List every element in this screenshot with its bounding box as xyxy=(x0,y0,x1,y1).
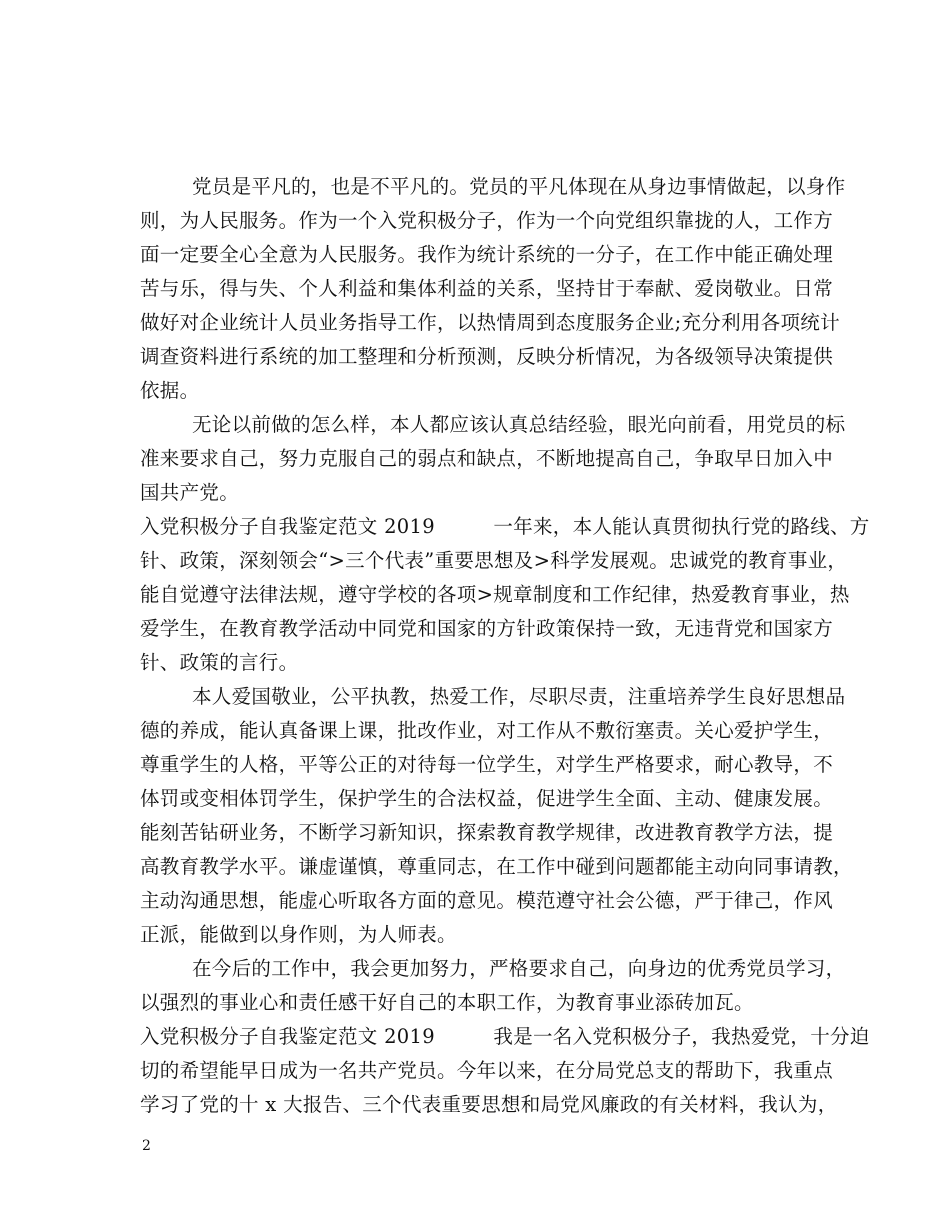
text-line: 针、政策，深刻领会“>三个代表”重要思想及>科学发展观。忠诚党的教育事业， xyxy=(140,549,848,572)
text-line: 针、政策的言行。 xyxy=(140,651,299,674)
text-line: 本人爱国敬业，公平执教，热爱工作，尽职尽责，注重培养学生良好思想品 xyxy=(140,685,846,708)
text-line: 爱学生，在教育教学活动中同党和国家的方针政策保持一致，无违背党和国家方 xyxy=(140,617,834,640)
text-line: 高教育教学水平。谦虚谨慎，尊重同志，在工作中碰到问题都能主动向同事请教， xyxy=(140,855,853,878)
text-line: 能自觉遵守法律法规，遵守学校的各项>规章制度和工作纪律，热爱教育事业，热 xyxy=(140,583,850,606)
text-line: 以强烈的事业心和责任感干好自己的本职工作，为教育事业添砖加瓦。 xyxy=(140,991,754,1014)
section-heading-line: 入党积极分子自我鉴定范文 2019 一年来，本人能认真贯彻执行党的路线、方 xyxy=(140,515,870,538)
text-line: 学习了党的十 x 大报告、三个代表重要思想和局党风廉政的有关材料，我认为， xyxy=(140,1093,838,1116)
text-line: 能刻苦钻研业务，不断学习新知识，探索教育教学规律，改进教育教学方法，提 xyxy=(140,821,834,844)
text-line: 党员是平凡的，也是不平凡的。党员的平凡体现在从身边事情做起，以身作 xyxy=(140,175,846,198)
text-line: 正派，能做到以身作则，为人师表。 xyxy=(140,923,457,946)
text-line: 依据。 xyxy=(140,379,200,402)
section-heading-line: 入党积极分子自我鉴定范文 2019 我是一名入党积极分子，我热爱党，十分迫 xyxy=(140,1025,870,1048)
text-line: 德的养成，能认真备课上课，批改作业，对工作从不敷衍塞责。关心爱护学生， xyxy=(140,719,834,742)
text-line: 体罚或变相体罚学生，保护学生的合法权益，促进学生全面、主动、健康发展。 xyxy=(140,787,834,810)
text-line: 国共产党。 xyxy=(140,481,240,504)
text-line: 则，为人民服务。作为一个入党积极分子，作为一个向党组织靠拢的人，工作方 xyxy=(140,209,834,232)
text-line: 在今后的工作中，我会更加努力，严格要求自己，向身边的优秀党员学习， xyxy=(140,957,846,980)
text-line: 切的希望能早日成为一名共产党员。今年以来，在分局党总支的帮助下，我重点 xyxy=(140,1059,834,1082)
page-number: 2 xyxy=(142,1138,151,1154)
text-line: 调查资料进行系统的加工整理和分析预测，反映分析情况，为各级领导决策提供 xyxy=(140,345,834,368)
text-line: 主动沟通思想，能虚心听取各方面的意见。模范遵守社会公德，严于律己，作风 xyxy=(140,889,834,912)
text-line: 做好对企业统计人员业务指导工作，以热情周到态度服务企业;充分利用各项统计 xyxy=(140,311,840,334)
text-line: 苦与乐，得与失、个人利益和集体利益的关系，坚持甘于奉献、爱岗敬业。日常 xyxy=(140,277,834,300)
text-line: 面一定要全心全意为人民服务。我作为统计系统的一分子，在工作中能正确处理 xyxy=(140,243,834,266)
text-line: 无论以前做的怎么样，本人都应该认真总结经验，眼光向前看，用党员的标 xyxy=(140,413,846,436)
text-line: 准来要求自己，努力克服自己的弱点和缺点，不断地提高自己，争取早日加入中 xyxy=(140,447,834,470)
text-line: 尊重学生的人格，平等公正的对待每一位学生，对学生严格要求，耐心教导，不 xyxy=(140,753,834,776)
